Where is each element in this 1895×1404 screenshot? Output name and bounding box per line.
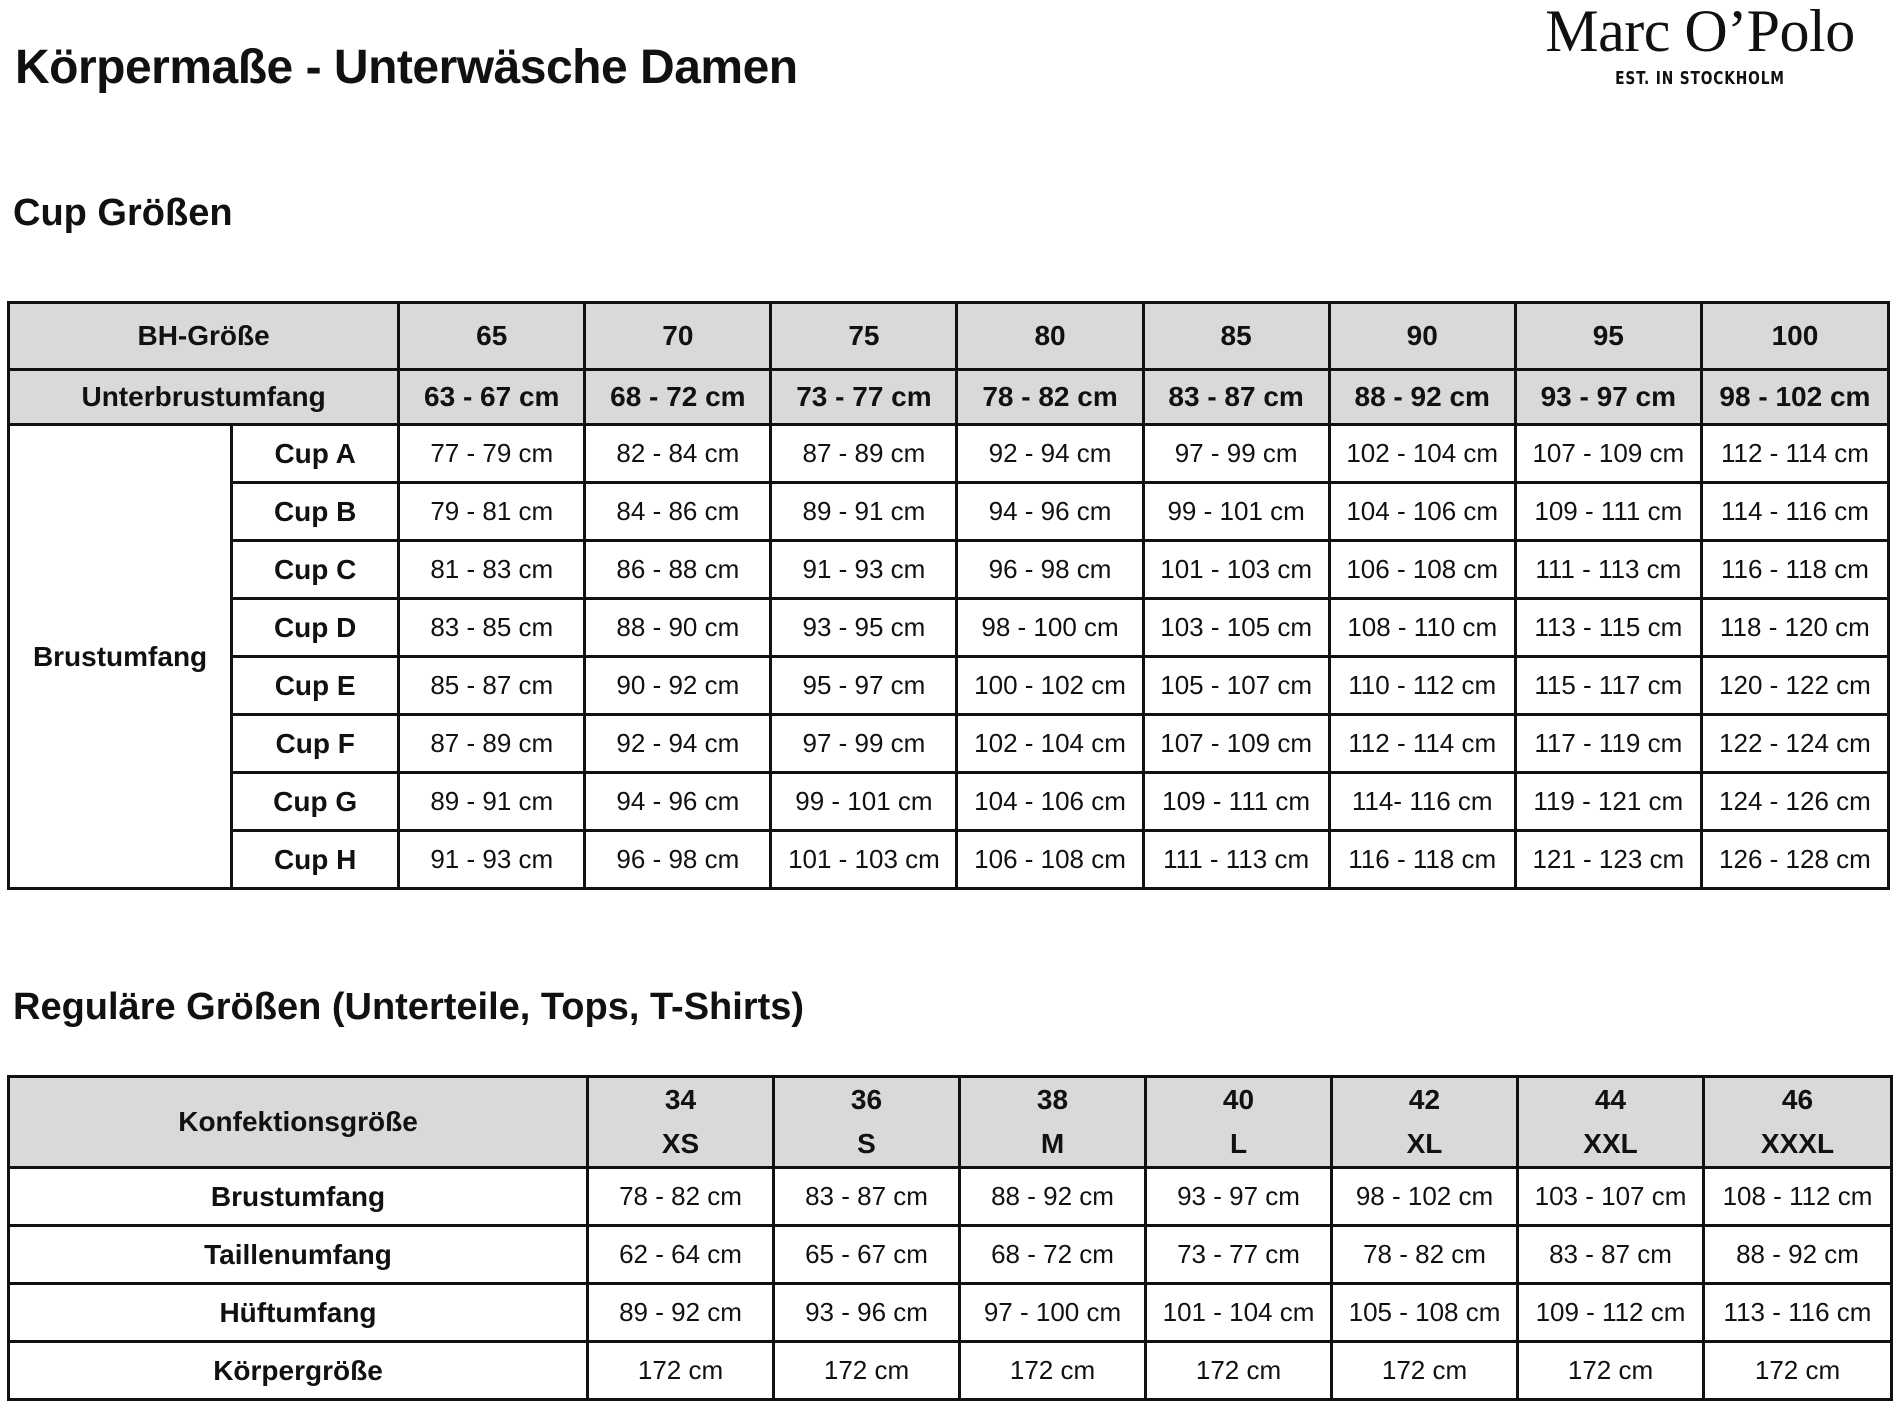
table-cell: 82 - 84 cm <box>585 425 771 483</box>
table-cell: 102 - 104 cm <box>957 715 1143 773</box>
table-cell: 97 - 99 cm <box>771 715 957 773</box>
table-cell: 93 - 97 cm <box>1146 1168 1332 1226</box>
size-number: 44 <box>1594 1084 1627 1115</box>
table-cell: 109 - 112 cm <box>1518 1284 1704 1342</box>
underbust-value: 93 - 97 cm <box>1515 370 1701 425</box>
cup-size-table <box>7 301 1890 890</box>
measure-label: Hüftumfang <box>9 1284 588 1342</box>
band-size-label: BH-Größe <box>9 303 399 370</box>
table-cell: 83 - 87 cm <box>774 1168 960 1226</box>
table-cell: 119 - 121 cm <box>1515 773 1701 831</box>
table-row <box>9 425 1889 483</box>
cup-label: Cup G <box>232 773 399 831</box>
size-header <box>1146 1077 1332 1168</box>
table-cell: 106 - 108 cm <box>1329 541 1515 599</box>
size-number: 38 <box>1036 1084 1069 1115</box>
band-size-header: 80 <box>957 303 1143 370</box>
size-letter: S <box>857 1128 876 1159</box>
underbust-value: 78 - 82 cm <box>957 370 1143 425</box>
table-cell: 126 - 128 cm <box>1701 831 1888 889</box>
table-cell: 103 - 105 cm <box>1143 599 1329 657</box>
size-header <box>1704 1077 1892 1168</box>
size-letter: XL <box>1406 1128 1443 1159</box>
table-cell: 172 cm <box>1332 1342 1518 1400</box>
underbust-value: 68 - 72 cm <box>585 370 771 425</box>
underbust-label: Unterbrustumfang <box>9 370 399 425</box>
table-cell: 95 - 97 cm <box>771 657 957 715</box>
table-cell: 113 - 116 cm <box>1704 1284 1892 1342</box>
size-header <box>588 1077 774 1168</box>
underbust-value: 73 - 77 cm <box>771 370 957 425</box>
table-cell: 99 - 101 cm <box>1143 483 1329 541</box>
band-size-header: 90 <box>1329 303 1515 370</box>
table-cell: 112 - 114 cm <box>1701 425 1888 483</box>
table-cell: 73 - 77 cm <box>1146 1226 1332 1284</box>
table-cell: 83 - 87 cm <box>1518 1226 1704 1284</box>
table-cell: 89 - 91 cm <box>399 773 585 831</box>
table-cell: 89 - 91 cm <box>771 483 957 541</box>
table-cell: 121 - 123 cm <box>1515 831 1701 889</box>
table-cell: 77 - 79 cm <box>399 425 585 483</box>
table-cell: 98 - 100 cm <box>957 599 1143 657</box>
size-header <box>1332 1077 1518 1168</box>
measure-label: Körpergröße <box>9 1342 588 1400</box>
underbust-value: 88 - 92 cm <box>1329 370 1515 425</box>
table-cell: 120 - 122 cm <box>1701 657 1888 715</box>
table-row <box>9 1342 1892 1400</box>
table-cell: 88 - 90 cm <box>585 599 771 657</box>
table-cell: 110 - 112 cm <box>1329 657 1515 715</box>
size-header <box>1518 1077 1704 1168</box>
brand-logo <box>1530 0 1870 89</box>
table-cell: 101 - 103 cm <box>771 831 957 889</box>
band-size-header: 100 <box>1701 303 1888 370</box>
table-cell: 109 - 111 cm <box>1143 773 1329 831</box>
table-row <box>9 1284 1892 1342</box>
table-cell: 98 - 102 cm <box>1332 1168 1518 1226</box>
table-cell: 108 - 110 cm <box>1329 599 1515 657</box>
cup-label: Cup H <box>232 831 399 889</box>
cup-label: Cup A <box>232 425 399 483</box>
table-cell: 88 - 92 cm <box>960 1168 1146 1226</box>
size-header <box>774 1077 960 1168</box>
size-number: 46 <box>1781 1084 1814 1115</box>
cup-label: Cup B <box>232 483 399 541</box>
table-cell: 87 - 89 cm <box>399 715 585 773</box>
size-header <box>960 1077 1146 1168</box>
table-cell: 114 - 116 cm <box>1701 483 1888 541</box>
table-cell: 78 - 82 cm <box>588 1168 774 1226</box>
table-cell: 89 - 92 cm <box>588 1284 774 1342</box>
table-cell: 111 - 113 cm <box>1143 831 1329 889</box>
table-cell: 124 - 126 cm <box>1701 773 1888 831</box>
size-number: 36 <box>850 1084 883 1115</box>
table-cell: 97 - 100 cm <box>960 1284 1146 1342</box>
table-cell: 106 - 108 cm <box>957 831 1143 889</box>
table-cell: 99 - 101 cm <box>771 773 957 831</box>
size-number: 42 <box>1408 1084 1441 1115</box>
table-cell: 88 - 92 cm <box>1704 1226 1892 1284</box>
table-cell: 79 - 81 cm <box>399 483 585 541</box>
table-cell: 103 - 107 cm <box>1518 1168 1704 1226</box>
cup-label: Cup C <box>232 541 399 599</box>
band-size-header: 75 <box>771 303 957 370</box>
table-cell: 172 cm <box>588 1342 774 1400</box>
table-row <box>9 1168 1892 1226</box>
table-row <box>9 541 1889 599</box>
table-cell: 91 - 93 cm <box>399 831 585 889</box>
table-row <box>9 1226 1892 1284</box>
table-cell: 101 - 104 cm <box>1146 1284 1332 1342</box>
table-cell: 104 - 106 cm <box>957 773 1143 831</box>
table-cell: 94 - 96 cm <box>957 483 1143 541</box>
size-number: 34 <box>664 1084 697 1115</box>
table-cell: 172 cm <box>1704 1342 1892 1400</box>
table-cell: 97 - 99 cm <box>1143 425 1329 483</box>
table-cell: 96 - 98 cm <box>585 831 771 889</box>
measure-label: Brustumfang <box>9 1168 588 1226</box>
table-cell: 118 - 120 cm <box>1701 599 1888 657</box>
table-cell: 62 - 64 cm <box>588 1226 774 1284</box>
table-cell: 87 - 89 cm <box>771 425 957 483</box>
table-cell: 90 - 92 cm <box>585 657 771 715</box>
band-size-header: 65 <box>399 303 585 370</box>
cup-label: Cup D <box>232 599 399 657</box>
size-header-row <box>9 1077 1892 1168</box>
table-cell: 85 - 87 cm <box>399 657 585 715</box>
table-cell: 65 - 67 cm <box>774 1226 960 1284</box>
underbust-row <box>9 370 1889 425</box>
table-cell: 102 - 104 cm <box>1329 425 1515 483</box>
table-cell: 86 - 88 cm <box>585 541 771 599</box>
table-cell: 172 cm <box>1518 1342 1704 1400</box>
band-size-row <box>9 303 1889 370</box>
table-cell: 96 - 98 cm <box>957 541 1143 599</box>
table-cell: 83 - 85 cm <box>399 599 585 657</box>
bust-label: Brustumfang <box>9 425 232 889</box>
table-cell: 172 cm <box>1146 1342 1332 1400</box>
logo-wordmark: Marc O’Polo <box>1545 0 1855 64</box>
band-size-header: 70 <box>585 303 771 370</box>
band-size-header: 85 <box>1143 303 1329 370</box>
regular-sizes-title: Reguläre Größen (Unterteile, Tops, T-Shirts) <box>13 986 805 1028</box>
table-cell: 104 - 106 cm <box>1329 483 1515 541</box>
table-row <box>9 483 1889 541</box>
table-row <box>9 657 1889 715</box>
table-cell: 101 - 103 cm <box>1143 541 1329 599</box>
underbust-value: 83 - 87 cm <box>1143 370 1329 425</box>
table-cell: 105 - 107 cm <box>1143 657 1329 715</box>
table-cell: 117 - 119 cm <box>1515 715 1701 773</box>
size-letter: XXXL <box>1760 1128 1835 1159</box>
underbust-value: 98 - 102 cm <box>1701 370 1888 425</box>
table-cell: 94 - 96 cm <box>585 773 771 831</box>
table-cell: 172 cm <box>774 1342 960 1400</box>
cup-label: Cup F <box>232 715 399 773</box>
table-cell: 92 - 94 cm <box>585 715 771 773</box>
size-letter: XXL <box>1583 1128 1638 1159</box>
measure-label: Taillenumfang <box>9 1226 588 1284</box>
table-cell: 122 - 124 cm <box>1701 715 1888 773</box>
table-cell: 91 - 93 cm <box>771 541 957 599</box>
band-size-header: 95 <box>1515 303 1701 370</box>
table-cell: 81 - 83 cm <box>399 541 585 599</box>
cup-sizes-title: Cup Größen <box>13 192 233 234</box>
size-label: Konfektionsgröße <box>9 1077 588 1168</box>
table-cell: 108 - 112 cm <box>1704 1168 1892 1226</box>
logo-tagline: EST. IN STOCKHOLM <box>1615 68 1785 89</box>
table-row <box>9 831 1889 889</box>
table-cell: 116 - 118 cm <box>1329 831 1515 889</box>
table-cell: 172 cm <box>960 1342 1146 1400</box>
table-cell: 107 - 109 cm <box>1143 715 1329 773</box>
size-letter: L <box>1229 1128 1248 1159</box>
table-row <box>9 599 1889 657</box>
table-cell: 78 - 82 cm <box>1332 1226 1518 1284</box>
size-number: 40 <box>1222 1084 1255 1115</box>
underbust-value: 63 - 67 cm <box>399 370 585 425</box>
table-row <box>9 715 1889 773</box>
table-cell: 109 - 111 cm <box>1515 483 1701 541</box>
table-cell: 93 - 96 cm <box>774 1284 960 1342</box>
table-cell: 113 - 115 cm <box>1515 599 1701 657</box>
table-cell: 114- 116 cm <box>1329 773 1515 831</box>
regular-size-table <box>7 1075 1893 1401</box>
table-cell: 92 - 94 cm <box>957 425 1143 483</box>
table-cell: 93 - 95 cm <box>771 599 957 657</box>
cup-label: Cup E <box>232 657 399 715</box>
table-cell: 115 - 117 cm <box>1515 657 1701 715</box>
table-cell: 105 - 108 cm <box>1332 1284 1518 1342</box>
table-cell: 111 - 113 cm <box>1515 541 1701 599</box>
table-cell: 107 - 109 cm <box>1515 425 1701 483</box>
size-letter: XS <box>661 1128 700 1159</box>
table-cell: 68 - 72 cm <box>960 1226 1146 1284</box>
table-cell: 100 - 102 cm <box>957 657 1143 715</box>
table-cell: 112 - 114 cm <box>1329 715 1515 773</box>
table-cell: 116 - 118 cm <box>1701 541 1888 599</box>
table-cell: 84 - 86 cm <box>585 483 771 541</box>
table-row <box>9 773 1889 831</box>
page-title: Körpermaße - Unterwäsche Damen <box>15 41 798 94</box>
size-letter: M <box>1040 1128 1065 1159</box>
